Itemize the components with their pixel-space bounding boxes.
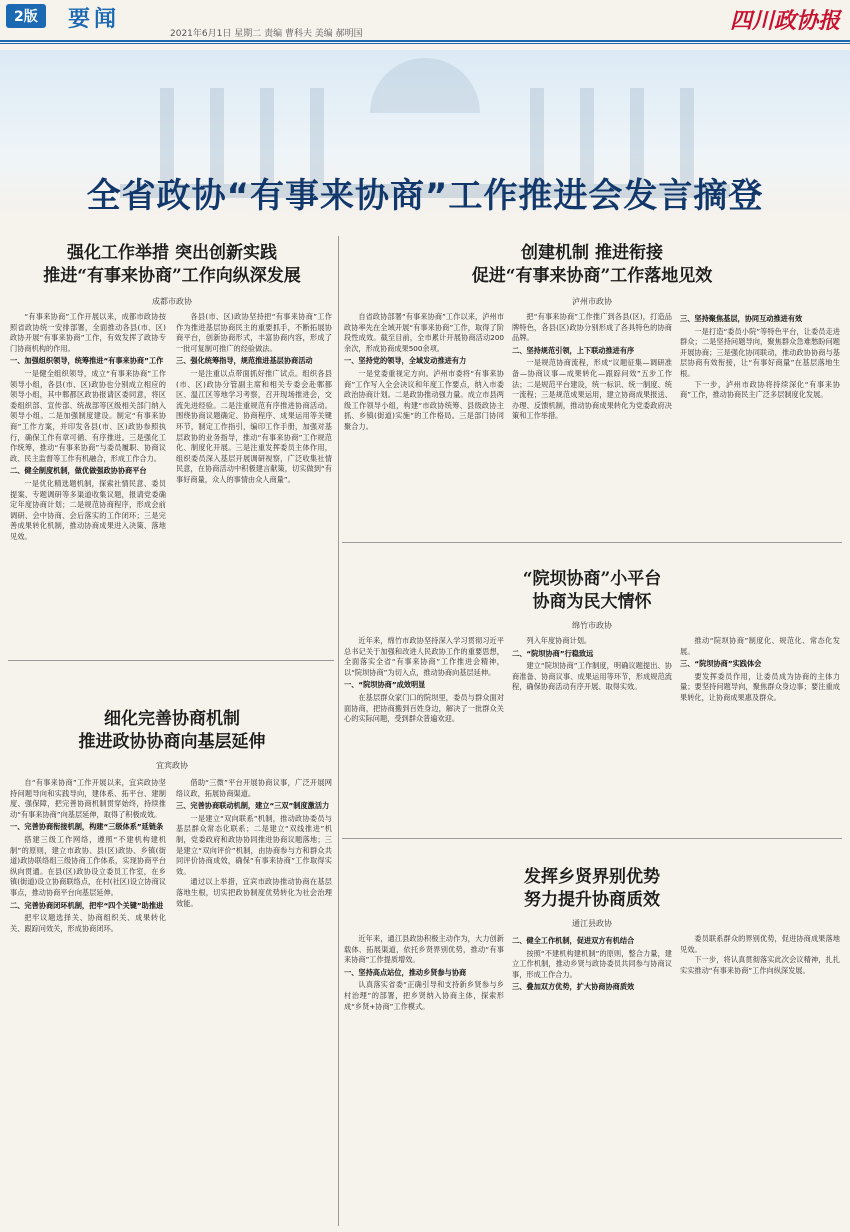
article-body-col1: 自“有事来协商”工作开展以来，宜宾政协坚持问题导向和实践导向，建体系、拓平台、建制度、强保障，把完善协商机制贯穿始终，持续推动“有事来协商”向基层延伸，取得了积极成效。 一、完善协商衔接机制，构建“三级体系”延链条 搭建三级工作网络，遵照“不建机构建机制”的原则，建立市政协、县(区)政协、乡镇(街道)政协联络组三级协商工作体系，实现协商平台纵向贯通。在县(区)政协设立委员工作室，在乡镇(街道)设立协商联络点，在村(社区)设立协商议事点，推动协商平台向基层延伸。 二、完善协商闭环机制，把牢“四个关键”助推进 把牢议题选择关、协商组织关、成果转化关、跟踪问效关，形成协商闭环。	[10, 778, 166, 933]
section-divider	[8, 660, 334, 661]
article-body-col2: 各县(市、区)政协坚持把“有事来协商”工作作为推进基层协商民主的重要抓手，不断拓展协商平台，创新协商形式，丰富协商内容，形成了一批可复制可推广的经验做法。 三、强化统筹指导，规范推进基层协商活动 一是注重以点带面抓好推广试点。组织各县(市、区)政协分管副主席和相关专委会赴郫都区、温江区等地学习考察，召开现场推进会，交流先进经验。二是注重规范有序推进协商活动。围绕协商议题确定、协商程序、成果运用等关键环节，制定工作指引，编印工作手册，加强对基层政协的业务指导，推动“有事来协商”工作规范化、制度化开展。三是注重发挥委员主体作用，组织委员深入基层开展调研视察，广泛收集社情民意，在协商活动中积极建言献策，切实做到“有事好商量，众人的事情由众人商量”。	[176, 312, 332, 484]
article-body-col3: 推动“院坝协商”制度化、规范化、常态化发展。 三、“院坝协商”实践体会 要发挥委员作用，让委员成为协商的主体力量；要坚持问题导向，聚焦群众身边事；要注重成果转化，让协商成果惠及群众。	[680, 636, 840, 702]
article-body-col2: 借助“三微”平台开展协商议事，广泛开展网络议政，拓展协商渠道。 三、完善协商联动机制，建立“三双”制度激活力 一是建立“双向联系”机制，推动政协委员与基层群众常态化联系；二是建立“双线推进”机制，党委政府和政协协同推进协商议题落地；三是建立“双向评价”机制，由协商参与方和群众共同评价协商成效，确保“有事来协商”工作取得实效。 通过以上举措，宜宾市政协推动协商在基层落地生根，切实把政协制度优势转化为社会治理效能。	[176, 778, 332, 908]
article-body-col1: 近年来，绵竹市政协坚持深入学习贯彻习近平总书记关于加强和改进人民政协工作的重要思想，全面落实全省“有事来协商”工作推进会精神，以“院坝协商”为切入点，推动协商向基层延伸。 一、“院坝协商”成效明显 在基层群众家门口的院坝里，委员与群众面对面协商，把协商搬到百姓身边，解决了一批群众关心的实际问题，受到群众普遍欢迎。	[344, 636, 504, 724]
article-byline: 泸州市政协	[572, 297, 612, 306]
article-byline: 通江县政协	[572, 919, 612, 928]
article-title: “院坝协商”小平台 协商为民大情怀	[522, 569, 662, 612]
article-body-col1: 自省政协部署“有事来协商”工作以来，泸州市政协率先在全域开展“有事来协商”工作，取得了阶段性成效。截至目前，全市累计开展协商活动200余次，形成协商成果500余项。 一、坚持党的领导，全域发动推进有力 一是党委重视定方向。泸州市委将“有事来协商”工作写入全会决议和年度工作要点，纳入市委政治协商计划。二是政协推动强力量。成立市县两级工作领导小组，构建“市政协统筹、县级政协主抓、乡镇(街道)实施”的工作格局。三是部门协同聚合力。	[344, 312, 504, 431]
header-rule-thin	[0, 43, 850, 44]
section-divider	[342, 838, 842, 839]
article-title: 发挥乡贤界别优势 努力提升协商质效	[524, 867, 660, 910]
article-body-col2: 列入年度协商计划。 二、“院坝协商”行稳致远 建立“院坝协商”工作制度，明确议题提出、协商准备、协商议事、成果运用等环节，形成规范流程，确保协商活动有序开展、取得实效。	[512, 636, 672, 692]
article-title: 强化工作举措 突出创新实践 推进“有事来协商”工作向纵深发展	[43, 243, 301, 286]
article-title: 细化完善协商机制 推进政协协商向基层延伸	[78, 709, 266, 752]
article-title: 创建机制 推进衔接 促进“有事来协商”工作落地见效	[471, 243, 713, 286]
article-byline: 绵竹市政协	[572, 621, 612, 630]
dateline: 2021年6月1日 星期二 责编 曹科夫 美编 郝明国	[170, 29, 363, 39]
edition-badge: 2版	[6, 4, 46, 28]
header-rule	[0, 40, 850, 42]
masthead-logo: 四川政协报	[729, 8, 840, 34]
page-header	[0, 0, 850, 44]
column-divider	[338, 236, 339, 1226]
article-body-col2: 二、健全工作机制，促进双方有机结合 按照“不建机构建机制”的原则，整合力量，建立工作机制，推动乡贤与政协委员共同参与协商议事，形成工作合力。 三、叠加双方优势，扩大协商协商质效	[512, 936, 672, 992]
section-divider	[342, 542, 842, 543]
article-body-col1: “有事来协商”工作开展以来，成都市政协按照省政协统一安排部署，全面推动各县(市、区)政协开展“有事来协商”工作，有效发挥了政协专门协商机构的作用。 一、加强组织领导，统筹推进“有事来协商”工作 一是健全组织领导，成立“有事来协商”工作领导小组，各县(市、区)政协也分别成立相应的领导小组，其中郫都区政协报请区委同意，将区委组织部、宣传部、统战部等区级相关部门纳入领导小组。二是加强制度建设。制定“有事来协商”工作方案，并印发各县(市、区)政协参照执行，确保工作有章可循、有序推进。三是强化工作统筹，推动“有事来协商”与委员履职、协商议政、民主监督等工作有机融合，形成工作合力。 二、健全制度机制，做优做强政协协商平台 一是优化精选题机制，探索社情民意、委员提案、专题调研等多渠道收集议题，报请党委确定年度协商计划；二是规范协商程序，形成会前调研、会中协商、会后落实的工作闭环；三是完善成果转化机制，推动协商成果进入决策、落地见效。	[10, 312, 166, 541]
article-body-col3: 三、坚持聚焦基层，协同互动推进有效 一是打造“委员小院”等特色平台，让委员走进群众；二是坚持问题导向，聚焦群众急难愁盼问题开展协商；三是强化协同联动，推动政协协商与基层协商有效衔接，让“有事好商量”在基层落地生根。 下一步，泸州市政协将持续深化“有事来协商”工作，推动协商民主广泛多层制度化发展。	[680, 314, 840, 400]
article-byline: 宜宾政协	[156, 761, 188, 770]
article-body-col1: 近年来，通江县政协积极主动作为，大力创新载体、拓展渠道，依托乡贤界别优势，推动“有事来协商”工作提质增效。 一、坚持高点站位，推动乡贤参与协商 认真落实省委“正确引导和支持新乡贤参与乡村治理”的部署，把乡贤纳入协商主体，探索形成“乡贤+协商”工作模式。	[344, 934, 504, 1011]
article-body-col3: 委员联系群众的界别优势，促进协商成果落地见效。 下一步，将认真贯彻落实此次会议精神，扎扎实实推动“有事来协商”工作向纵深发展。	[680, 934, 840, 975]
main-title: 全省政协“有事来协商”工作推进会发言摘登	[86, 176, 764, 216]
section-title: 要闻	[68, 7, 121, 32]
article-body-col2: 把“有事来协商”工作推广到各县(区)，打造品牌特色，各县(区)政协分别形成了各具特色的协商品牌。 二、坚持规范引领，上下联动推进有序 一是规范协商流程，形成“议题征集—调研准备—协商议事—成果转化—跟踪问效”五步工作法；二是规范平台建设，统一标识、统一制度、统一流程；三是规范成果运用，建立协商成果报送、办理、反馈机制，推动协商成果转化为党委政府决策和工作举措。	[512, 312, 672, 421]
article-byline: 成都市政协	[152, 297, 192, 306]
